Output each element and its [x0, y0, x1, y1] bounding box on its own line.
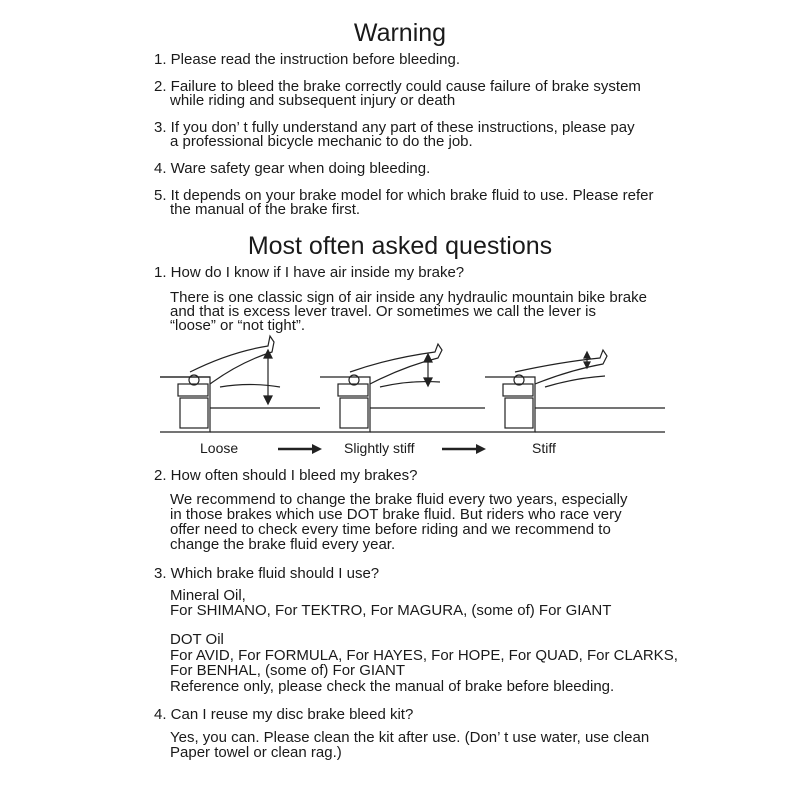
faq-answer-4-line-2: Paper towel or clean rag.)	[170, 744, 342, 761]
mineral-oil-heading: Mineral Oil,	[170, 587, 246, 604]
dot-oil-heading: DOT Oil	[170, 631, 224, 648]
faq-answer-4-line-1: Yes, you can. Please clean the kit after use. (Don’ t use water, use clean	[170, 729, 650, 746]
faq-question-4: 4. Can I reuse my disc brake bleed kit?	[154, 706, 414, 723]
warning-title: Warning	[353, 19, 447, 47]
warning-item-4: 4. Ware safety gear when doing bleeding.	[154, 160, 431, 177]
warning-item-5: 5. It depends on your brake model for which brake fluid to use. Please refer	[154, 187, 654, 204]
faq-answer-2-line-4: change the brake fluid every year.	[170, 536, 396, 553]
brake-lever-illustration	[150, 332, 670, 462]
brake-manual-note: Reference only, please check the manual of brake before bleeding.	[170, 678, 615, 695]
warning-item-1: 1. Please read the instruction before bleeding.	[154, 51, 461, 68]
arrow-slightly-stiff-to-stiff	[442, 444, 486, 454]
lever-slightly-stiff-figure	[320, 344, 485, 432]
warning-item-5-cont: the manual of the brake first.	[170, 201, 361, 218]
faq-answer-1-line-1: There is one classic sign of air inside any hydraulic mountain bike brake	[170, 289, 647, 306]
label-slightly-stiff: Slightly stiff	[344, 440, 415, 456]
lever-loose-figure	[160, 336, 320, 442]
faq-answer-1-line-2: and that is excess lever travel. Or sometimes we call the lever is	[170, 303, 596, 320]
faq-question-2: 2. How often should I bleed my brakes?	[154, 467, 418, 484]
faq-answer-1-line-3: “loose” or “not tight”.	[170, 317, 306, 334]
warning-item-2-cont: while riding and subsequent injury or death	[170, 92, 456, 109]
dot-oil-brands-line-2: For BENHAL, (some of) For GIANT	[170, 662, 406, 679]
label-loose: Loose	[200, 440, 239, 456]
label-stiff: Stiff	[532, 440, 556, 456]
dot-oil-brands-line-1: For AVID, For FORMULA, For HAYES, For HOPE, For QUAD, For CLARKS,	[170, 647, 678, 664]
faq-answer-2-line-1: We recommend to change the brake fluid every two years, especially	[170, 491, 628, 508]
warning-item-2: 2. Failure to bleed the brake correctly could cause failure of brake system	[154, 78, 641, 95]
faq-title: Most often asked questions	[247, 232, 553, 260]
faq-answer-2-line-2: in those brakes which use DOT brake fluid. But riders who race very	[170, 506, 622, 523]
faq-answer-2-line-3: offer need to check every time before riding and we recommend to	[170, 521, 611, 538]
lever-stiff-figure	[485, 350, 665, 432]
mineral-oil-brands: For SHIMANO, For TEKTRO, For MAGURA, (some of) For GIANT	[170, 602, 612, 619]
faq-question-1: 1. How do I know if I have air inside my brake?	[154, 264, 465, 281]
warning-item-3: 3. If you don’ t fully understand any part of these instructions, please pay	[154, 119, 635, 136]
faq-question-3: 3. Which brake fluid should I use?	[154, 565, 380, 582]
arrow-loose-to-slightly-stiff	[278, 444, 322, 454]
warning-item-3-cont: a professional bicycle mechanic to do the job.	[170, 133, 473, 150]
